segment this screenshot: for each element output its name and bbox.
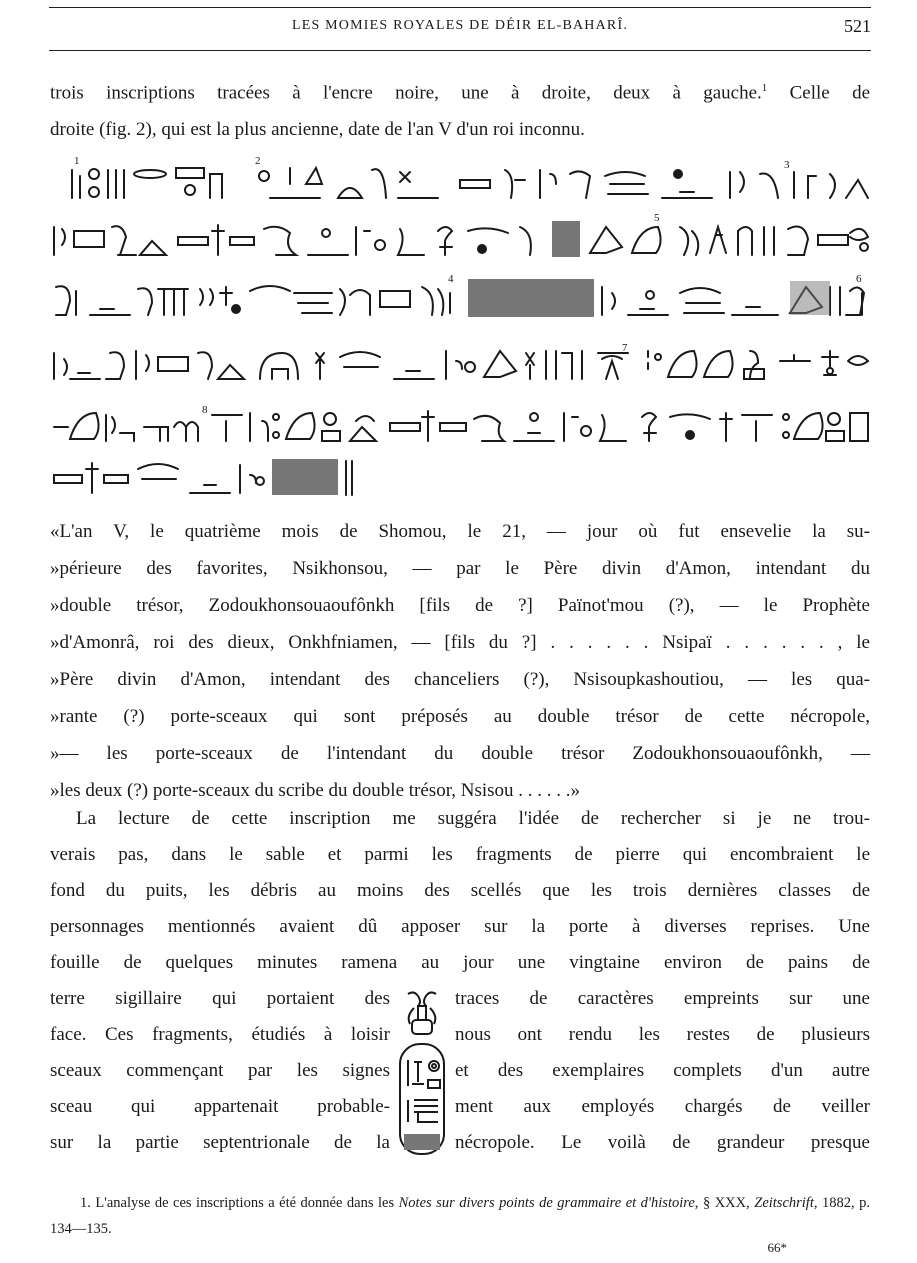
- translation-line: »d'Amonrâ, roi des dieux, Onkhfniamen, — [fils du ?] . . . . . . Nsipaï . . . . . . , le: [50, 632, 870, 653]
- hieroglyph-line-2: [54, 221, 868, 257]
- body-line: fond du puits, les débris au moins des scellés que les trois dernières classes de: [50, 880, 870, 901]
- hiero-line-number-2: 2: [255, 155, 261, 167]
- hiero-line-number-3: 3: [784, 159, 790, 171]
- footnote-number: 1.: [80, 1195, 91, 1211]
- right-column-line: nous ont rendu les restes de plusieurs: [455, 1024, 870, 1045]
- body-line: fouille de quelques minutes ramena au jour une vingtaine environ de pains de: [50, 952, 870, 973]
- hieroglyph-line-1: [72, 168, 868, 198]
- hieroglyph-line-4: [54, 351, 868, 379]
- intro-line-1: trois inscriptions tracées à l'encre noire, une à droite, deux à gauche.: [50, 82, 762, 104]
- left-column-line: terre sigillaire qui portaient des: [50, 988, 390, 1009]
- right-column-text: [455, 981, 870, 1161]
- footnote-text: L'analyse de ces inscriptions a été donnée dans les: [90, 1195, 399, 1211]
- page-number: 521: [844, 16, 871, 36]
- body-line: verais pas, dans le sable et parmi les fragments de pierre qui encombraient le: [50, 844, 870, 865]
- hieroglyphic-inscription: [50, 155, 872, 500]
- translation-line: »les deux (?) porte-sceaux du scribe du double trésor, Nsisou . . . . . .»: [50, 780, 581, 801]
- right-column-line: et des exemplaires complets d'un autre: [455, 1060, 870, 1081]
- left-column-line: sur la partie septentrionale de la: [50, 1132, 390, 1153]
- footnote-section: § XXX,: [698, 1195, 755, 1211]
- signature-mark: 66*: [767, 1240, 787, 1255]
- running-head: LES MOMIES ROYALES DE DÉIR EL-BAHARÎ.: [291, 18, 629, 33]
- right-column-line: traces de caractères empreints sur une: [455, 988, 870, 1009]
- left-column-text: [50, 981, 390, 1161]
- hieroglyph-line-5: [54, 411, 868, 441]
- right-column-line: nécropole. Le voilà de grandeur presque: [455, 1132, 870, 1153]
- footnote-marker: 1: [761, 82, 768, 94]
- hiero-line-number-7: 7: [622, 342, 628, 354]
- footnote-title: Notes sur divers points de grammaire et d'histoire,: [398, 1195, 699, 1211]
- intro-line-2: droite (fig. 2), qui est la plus ancienne, date de l'an V d'un roi inconnu.: [50, 119, 585, 141]
- header-top-rule: [49, 7, 871, 8]
- hiero-line-number-4: 4: [448, 273, 454, 285]
- intro-paragraph: [50, 70, 870, 148]
- translation-line: »— les porte-sceaux de l'intendant du double trésor Zodoukhonsouaoufônkh, —: [50, 743, 870, 764]
- footnote-journal: Zeitschrift,: [754, 1195, 818, 1211]
- translation-line: «L'an V, le quatrième mois de Shomou, le 21, — jour où fut ensevelie la su-: [50, 521, 870, 542]
- translation-line: »rante (?) porte-sceaux qui sont préposés au double trésor de cette nécropole,: [50, 706, 870, 727]
- left-column-line: face. Ces fragments, étudiés à loisir: [50, 1024, 390, 1045]
- right-column-line: ment aux employés chargés de veiller: [455, 1096, 870, 1117]
- translation-line: »Père divin d'Amon, intendant des chanceliers (?), Nsisoupkashoutiou, — les qua-: [50, 669, 870, 690]
- header-bottom-rule: [49, 50, 871, 51]
- hiero-line-number-5: 5: [654, 212, 660, 224]
- seal-cartouche-figure: [396, 988, 448, 1156]
- left-column-line: sceaux commençant par les signes: [50, 1060, 390, 1081]
- intro-line-1-end: Celle de: [767, 82, 871, 104]
- hiero-line-number-1: 1: [74, 155, 80, 167]
- footnote-pages: 1882, p. 134—135.: [50, 1195, 871, 1237]
- body-line: La lecture de cette inscription me suggéra l'idée de rechercher si je ne trou-: [76, 808, 870, 829]
- left-column-line: sceau qui appartenait probable-: [50, 1096, 390, 1117]
- hiero-line-number-8: 8: [202, 404, 208, 416]
- translation-line: »périeure des favorites, Nsikhonsou, — par le Père divin d'Amon, intendant du: [50, 558, 870, 579]
- translation-line: »double trésor, Zodoukhonsouaoufônkh [fils de ?] Païnot'mou (?), — le Prophète: [50, 595, 870, 616]
- hieroglyph-line-6: [54, 459, 352, 495]
- footnote: [50, 1190, 870, 1242]
- hieroglyph-lines: [50, 155, 872, 500]
- translation-paragraph: [50, 513, 870, 809]
- body-paragraph: [50, 801, 870, 981]
- hieroglyph-line-3: [56, 279, 864, 317]
- hiero-line-number-6: 6: [856, 273, 862, 285]
- body-line: personnages mentionnés avaient dû apposer sur la porte à diverses reprises. Une: [50, 916, 870, 937]
